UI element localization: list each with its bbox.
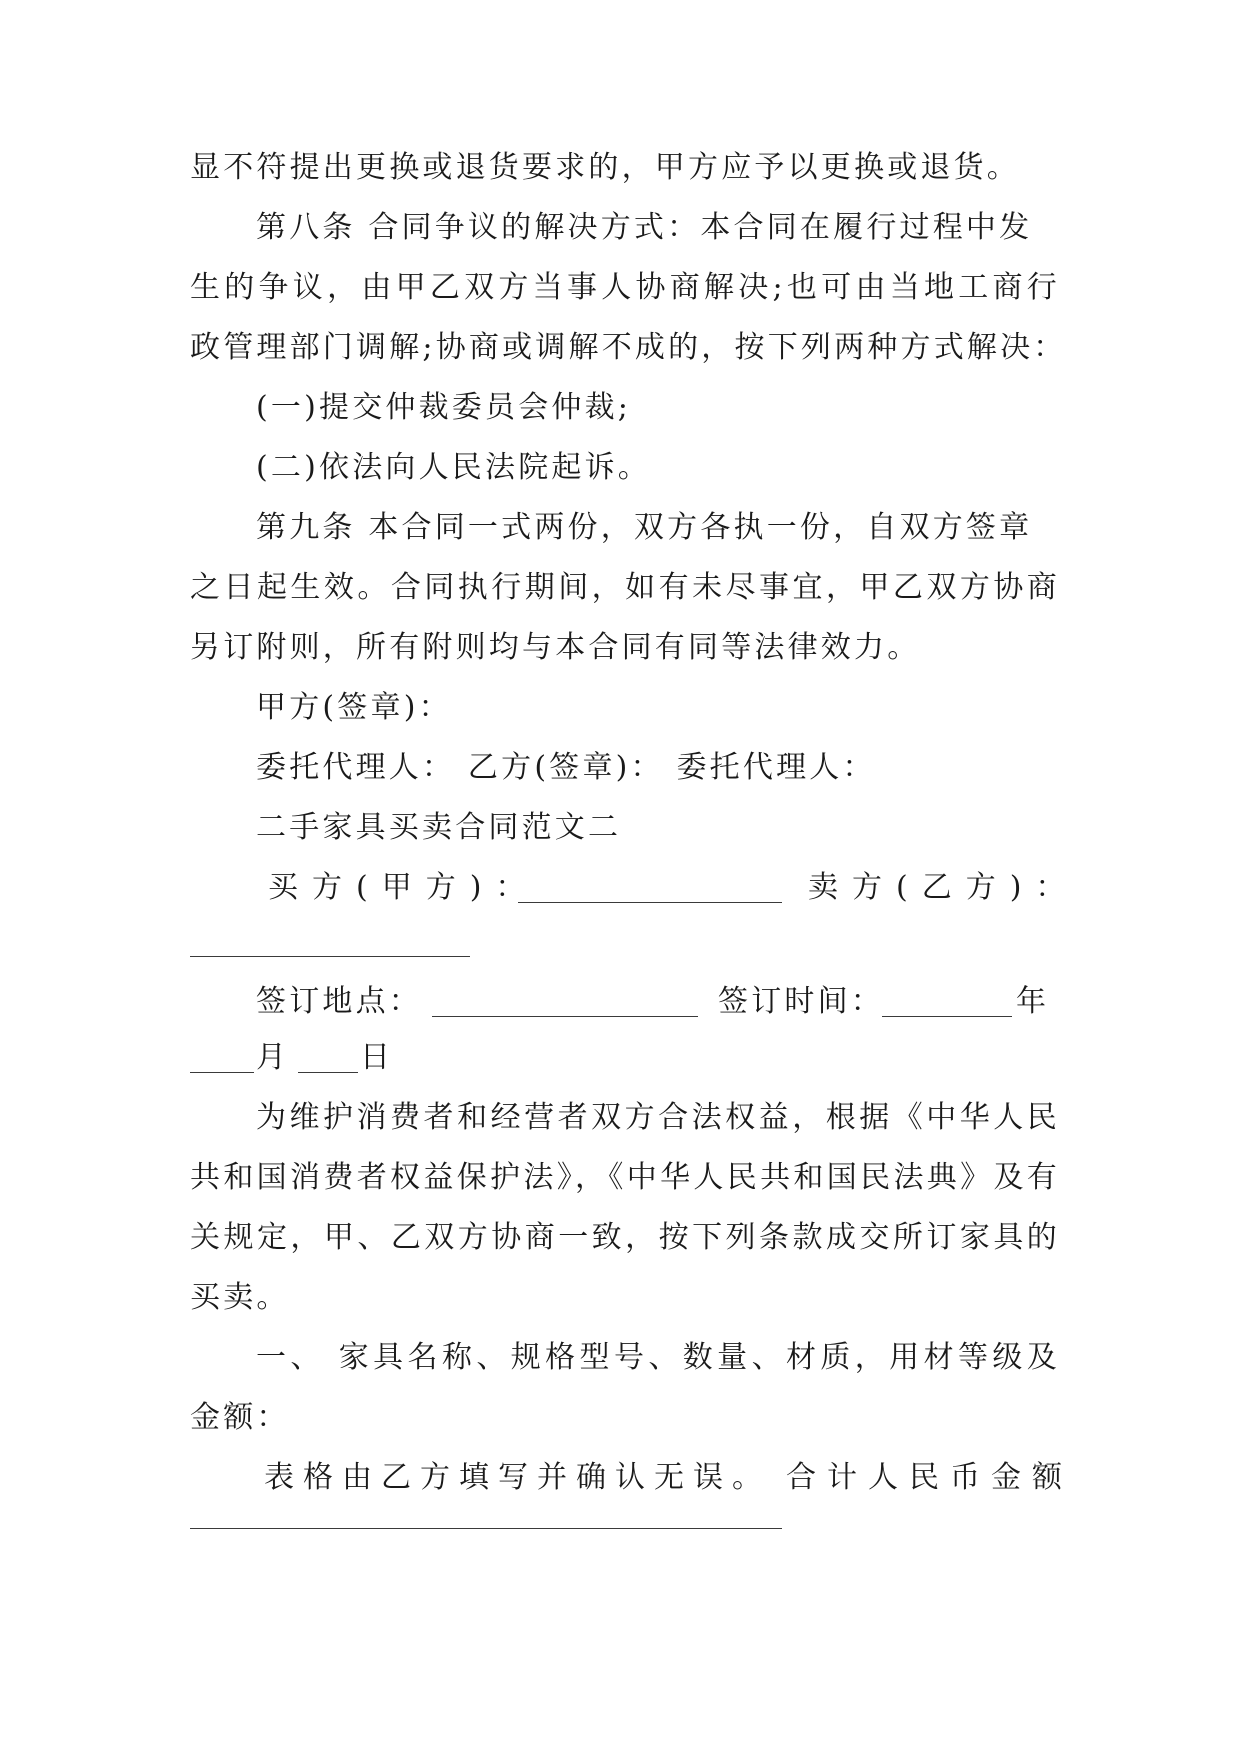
sign-place-label: 签订地点： — [256, 984, 422, 1019]
agents-signature-line: 委托代理人： 乙方(签章)： 委托代理人： — [256, 750, 876, 785]
preamble-line-1: 为维护消费者和经营者双方合法权益，根据《中华人民 — [256, 1100, 1060, 1135]
dispute-option-2: (二)依法向人民法院起诉。 — [256, 450, 652, 485]
seller-label: 卖方(乙方)： — [808, 870, 1080, 905]
buyer-label: 买方(甲方)： — [268, 870, 540, 905]
article-9-line-2: 之日起生效。合同执行期间，如有未尽事宜，甲乙双方协商 — [190, 570, 1060, 605]
article-8-line-2: 生的争议，由甲乙双方当事人协商解决;也可由当地工商行 — [190, 270, 1060, 305]
article-8-line-3: 政管理部门调解;协商或调解不成的，按下列两种方式解决： — [190, 330, 1067, 365]
sign-time-label: 签订时间： — [718, 984, 884, 1019]
article-9-line-3: 另订附则，所有附则均与本合同有同等法律效力。 — [190, 630, 921, 665]
clause-1-line-1: 一、 家具名称、规格型号、数量、材质，用材等级及 — [256, 1340, 1060, 1375]
day-blank — [298, 1072, 358, 1073]
year-label: 年 — [1016, 984, 1050, 1019]
clause-1-line-2: 金额： — [190, 1400, 290, 1435]
buyer-blank — [518, 902, 782, 903]
dispute-option-1: (一)提交仲裁委员会仲裁; — [256, 390, 632, 425]
party-a-signature-label: 甲方(签章)： — [256, 690, 452, 725]
total-amount-blank — [190, 1528, 782, 1529]
sign-place-blank — [432, 1016, 698, 1017]
paragraph-line-1: 显不符提出更换或退货要求的，甲方应予以更换或退货。 — [190, 150, 1020, 185]
year-blank — [882, 1016, 1012, 1017]
month-blank — [190, 1072, 254, 1073]
preamble-line-2: 共和国消费者权益保护法》，《中华人民共和国民法典》及有 — [190, 1160, 1060, 1195]
sample-two-title: 二手家具买卖合同范文二 — [256, 810, 622, 845]
seller-blank — [190, 956, 470, 957]
month-label: 月 — [256, 1040, 290, 1075]
day-label: 日 — [360, 1040, 394, 1075]
table-note: 表格由乙方填写并确认无误。 — [264, 1460, 771, 1495]
preamble-line-3: 关规定，甲、乙双方协商一致，按下列条款成交所订家具的 — [190, 1220, 1060, 1255]
article-9-line-1: 第九条 本合同一式两份，双方各执一份，自双方签章 — [256, 510, 1033, 545]
article-8-line-1: 第八条 合同争议的解决方式：本合同在履行过程中发 — [256, 210, 1033, 245]
total-amount-label: 合计人民币金额 — [786, 1460, 1073, 1495]
preamble-line-4: 买卖。 — [190, 1280, 290, 1315]
